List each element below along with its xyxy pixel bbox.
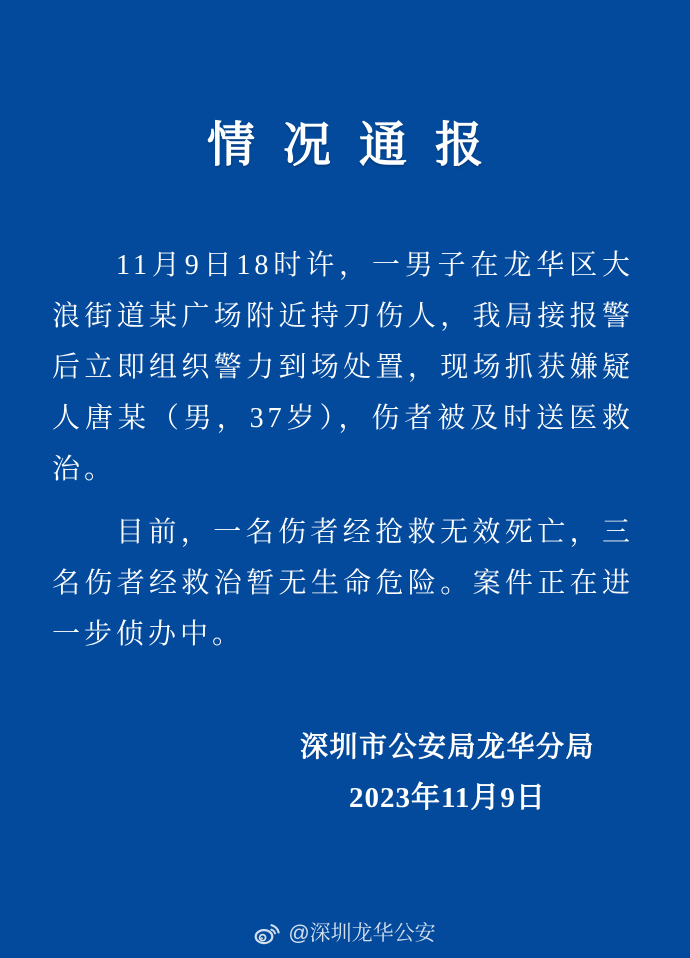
notice-paragraph-1: 11月9日18时许，一男子在龙华区大浪街道某广场附近持刀伤人，我局接报警后立即组织警力到场处置，现场抓获嫌疑人唐某（男，37岁），伤者被及时送医救治。: [52, 250, 634, 485]
notice-body: [0, 240, 690, 660]
signature-block: [300, 732, 595, 814]
issuing-agency: 深圳市公安局龙华分局: [299, 732, 595, 763]
issue-date: 2023年11月9日: [349, 782, 546, 814]
weibo-account: @深圳龙华公安: [288, 922, 436, 945]
notice-paragraph-2: 目前，一名伤者经抢救无效死亡，三名伤者经救治暂无生命危险。案件正在进一步侦办中。: [52, 517, 634, 650]
weibo-icon: [254, 920, 281, 945]
watermark: [0, 917, 690, 947]
notice-title: 情况通报: [206, 119, 511, 172]
